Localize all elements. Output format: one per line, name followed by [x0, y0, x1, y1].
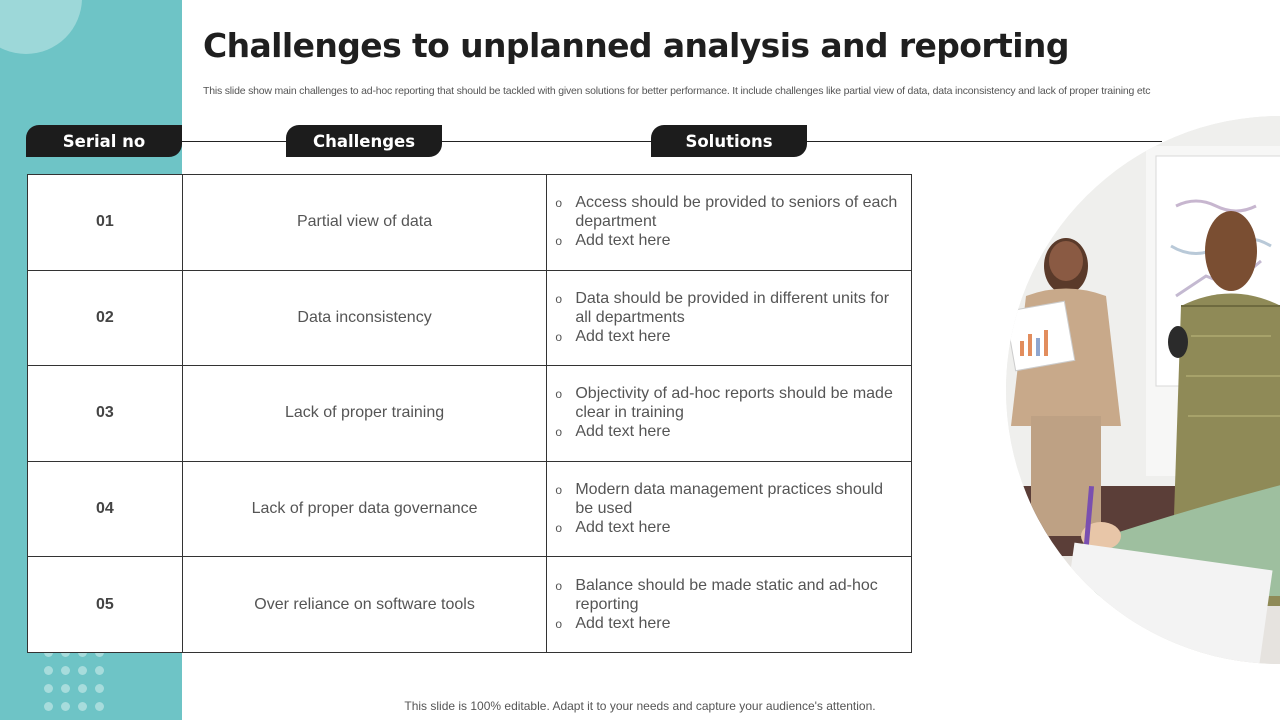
solution-text: Add text here — [575, 327, 671, 345]
serial-cell: 05 — [28, 557, 183, 653]
solution-item — [555, 422, 899, 442]
bullet-circle-icon: o — [555, 578, 563, 593]
column-header-solutions: Solutions — [651, 125, 807, 157]
solution-item — [555, 614, 899, 634]
serial-cell: 01 — [28, 175, 183, 271]
challenge-cell: Lack of proper data governance — [182, 461, 547, 557]
column-header-challenges: Challenges — [286, 125, 442, 157]
bullet-circle-icon: o — [555, 387, 563, 402]
solution-cell — [547, 270, 912, 366]
bullet-circle-icon: o — [555, 425, 563, 440]
solution-text: Access should be provided to seniors of each department — [575, 194, 898, 231]
decorative-circle — [0, 0, 82, 54]
slide-title: Challenges to unplanned analysis and reporting — [203, 26, 1069, 65]
bullet-circle-icon: o — [555, 521, 563, 536]
solution-text: Add text here — [575, 232, 671, 250]
table-row — [28, 175, 912, 271]
solution-item — [555, 576, 899, 614]
solution-item — [555, 384, 899, 422]
serial-cell: 04 — [28, 461, 183, 557]
table-row — [28, 461, 912, 557]
solution-item — [555, 193, 899, 231]
solution-item — [555, 480, 899, 518]
slide-subtitle: This slide show main challenges to ad-hoc reporting that should be tackled with given solutions for better performance. It include challenges like partial view of data, data inconsistency and lack of proper training etc — [203, 85, 1151, 97]
solution-text: Add text here — [575, 614, 671, 632]
serial-cell: 03 — [28, 366, 183, 462]
challenge-cell: Lack of proper training — [182, 366, 547, 462]
meeting-photo — [1006, 116, 1280, 664]
column-header-serial: Serial no — [26, 125, 182, 157]
solution-text: Modern data management practices should be used — [575, 481, 884, 518]
challenge-cell: Data inconsistency — [182, 270, 547, 366]
bullet-circle-icon: o — [555, 329, 563, 344]
bullet-circle-icon: o — [555, 483, 563, 498]
slide-footer: This slide is 100% editable. Adapt it to your needs and capture your audience's attention. — [404, 699, 876, 713]
solution-cell — [547, 366, 912, 462]
solution-text: Add text here — [575, 423, 671, 441]
bullet-circle-icon: o — [555, 616, 563, 631]
solution-item — [555, 518, 899, 538]
solution-item — [555, 289, 899, 327]
solution-text: Data should be provided in different units for all departments — [575, 289, 890, 326]
table-row — [28, 557, 912, 653]
solution-text: Balance should be made static and ad-hoc reporting — [575, 576, 878, 613]
solution-cell — [547, 461, 912, 557]
solution-item — [555, 231, 899, 251]
solution-cell — [547, 175, 912, 271]
solution-cell — [547, 557, 912, 653]
bullet-circle-icon: o — [555, 196, 563, 211]
solution-item — [555, 327, 899, 347]
table-row — [28, 270, 912, 366]
serial-cell: 02 — [28, 270, 183, 366]
table-row — [28, 366, 912, 462]
challenge-cell: Partial view of data — [182, 175, 547, 271]
bullet-circle-icon: o — [555, 234, 563, 249]
solution-text: Objectivity of ad-hoc reports should be made clear in training — [575, 385, 893, 422]
bullet-circle-icon: o — [555, 291, 563, 306]
challenges-table — [27, 174, 912, 653]
challenge-cell: Over reliance on software tools — [182, 557, 547, 653]
solution-text: Add text here — [575, 519, 671, 537]
